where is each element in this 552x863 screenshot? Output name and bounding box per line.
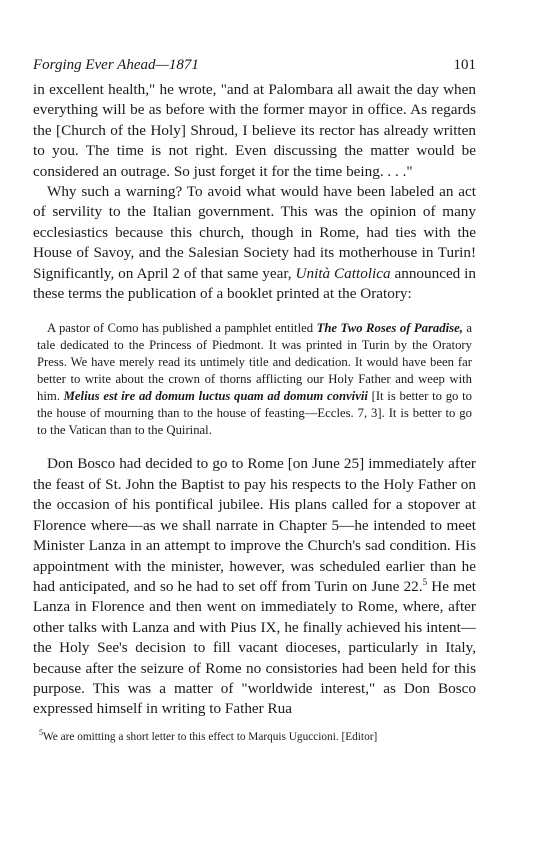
pamphlet-title: The Two Roses of Paradise,: [316, 321, 463, 336]
block-quote-text-a: A pastor of Como has published a pamphlet entitled: [47, 321, 317, 336]
footnote-reference: 5: [422, 576, 428, 587]
block-quote-text-c: [It is better to go to the house of mourning than to the house of feasting—Eccles. 7, 3]. It is better to go to the Vatican than to the Quirinal.: [37, 389, 472, 438]
paragraph-2: [33, 182, 476, 304]
page-number: 101: [453, 57, 476, 73]
footnote-text: We are omitting a short letter to this effect to Marquis Uguccioni. [Editor]: [43, 730, 378, 743]
block-quote-text-b: a tale dedicated to the Princess of Piedmont. It was printed in Turin by the Oratory Press. We have merely read its untimely title and dedication. It would have been far better to write about the crown of thorns afflicting our Holy Father and weep with him.: [37, 321, 473, 404]
paragraph-2-text-a: Why such a warning? To avoid what would have been labeled an act of servility to the Italian government. This was the opinion of many ecclesiastics because this church, though in Rome, had ties with the House of Savoy, and the Salesian Society had its motherhouse in Turin! Significantly, on April 2 of that same year,: [33, 183, 476, 282]
paragraph-3-text-a: Don Bosco had decided to go to Rome [on June 25] immediately after the feast of St. John the Baptist to pay his respects to the Holy Father on the occasion of his pontifical jubilee. His plans called for a stopover at Florence where—as we shall narrate in Chapter 5—he intended to meet Minister Lanza in an attempt to improve the Church's sad condition. His appointment with the minister, however, was scheduled earlier than he had anticipated, and so he had to set off from Turin on June 22.: [33, 455, 476, 595]
paragraph-2-text-b: announced in these terms the publication of a booklet printed at the Oratory:: [33, 264, 477, 303]
footnote: [33, 727, 476, 745]
paragraph-3: [33, 454, 476, 719]
block-quote: [37, 320, 472, 439]
running-title: Forging Ever Ahead—1871: [33, 57, 199, 73]
running-head: [33, 56, 476, 74]
newspaper-title: Unità Cattolica: [295, 264, 391, 282]
paragraph-1-text: in excellent health," he wrote, "and at Palombara all await the day when everything will be as before with the former mayor in office. As regards the [Church of the Holy] Shroud, I believe its rector has already written to you. The time is not right. Even discussing the matter would be considered an outrage. So just forget it for the time being. . . .": [33, 81, 476, 180]
book-page: [33, 56, 476, 745]
paragraph-3-text-b: He met Lanza in Florence and then went on immediately to Rome, where, after other talks with Lanza and with Pius IX, he finally achieved his intent—the Holy See's decision to fill vacant dioceses, particularly in Italy, because after the seizure of Rome no consistories had been held for this purpose. This was a matter of "worldwide interest," as Don Bosco expressed himself in writing to Father Rua: [33, 577, 476, 718]
footnote-mark: 5: [39, 727, 43, 737]
paragraph-1: [33, 80, 476, 182]
latin-quote: Melius est ire ad domum luctus quam ad domum convivii: [63, 389, 368, 404]
